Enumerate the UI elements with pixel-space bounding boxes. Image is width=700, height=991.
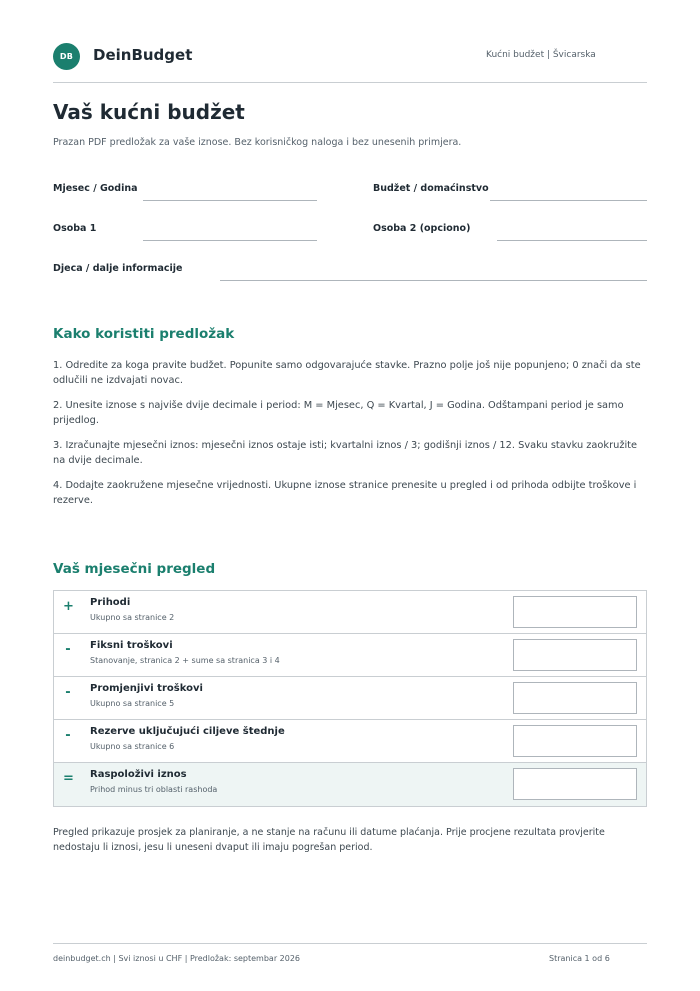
minus-sign: - bbox=[65, 728, 71, 743]
budget-household-field[interactable] bbox=[490, 200, 647, 201]
row-label: Prihodi bbox=[90, 597, 131, 608]
page-number: Stranica 1 od 6 bbox=[549, 954, 610, 963]
budget-household-label: Budžet / domaćinstvo bbox=[373, 183, 489, 194]
row-label: Rezerve uključujući ciljeve štednje bbox=[90, 726, 285, 737]
fixed-costs-amount-field[interactable] bbox=[513, 639, 637, 671]
available-amount-field[interactable] bbox=[513, 768, 637, 800]
equals-sign: = bbox=[63, 771, 74, 786]
overview-row-available bbox=[54, 763, 646, 806]
brand-name: DeinBudget bbox=[93, 46, 193, 64]
row-label: Fiksni troškovi bbox=[90, 640, 173, 651]
person2-label: Osoba 2 (opciono) bbox=[373, 223, 471, 234]
month-year-field[interactable] bbox=[143, 200, 317, 201]
footer-info: deinbudget.ch | Svi iznosi u CHF | Predložak: septembar 2026 bbox=[53, 954, 301, 963]
row-sublabel: Ukupno sa stranice 2 bbox=[90, 613, 175, 622]
overview-row-income bbox=[54, 591, 646, 634]
minus-sign: - bbox=[65, 642, 71, 657]
overview-row-reserves bbox=[54, 720, 646, 763]
children-label: Djeca / dalje informacije bbox=[53, 263, 183, 274]
person2-field[interactable] bbox=[497, 240, 647, 241]
howto-step-2: 2. Unesite iznose s najviše dvije decimale i period: M = Mjesec, Q = Kvartal, J = Godina. Odštampani period je samo prijedlog. bbox=[53, 400, 624, 426]
reserves-amount-field[interactable] bbox=[513, 725, 637, 757]
row-label: Raspoloživi iznos bbox=[90, 769, 187, 780]
row-sublabel: Stanovanje, stranica 2 + sume sa stranica 3 i 4 bbox=[90, 656, 280, 665]
row-sublabel: Prihod minus tri oblasti rashoda bbox=[90, 785, 218, 794]
howto-step-4: 4. Dodajte zaokružene mjesečne vrijednosti. Ukupne iznose stranice prenesite u pregled i od prihoda odbijte troškove i rezerve. bbox=[53, 480, 637, 506]
row-sublabel: Ukupno sa stranice 5 bbox=[90, 699, 175, 708]
overview-row-variable-costs bbox=[54, 677, 646, 720]
plus-sign: + bbox=[63, 599, 74, 614]
minus-sign: - bbox=[65, 685, 71, 700]
howto-step-3: 3. Izračunajte mjesečni iznos: mjesečni iznos ostaje isti; kvartalni iznos / 3; godišnji iznos / 12. Svaku stavku zaokružite na dvije decimale. bbox=[53, 440, 638, 466]
howto-step-1: 1. Odredite za koga pravite budžet. Popunite samo odgovarajuće stavke. Prazno polje još nije popunjeno; 0 znači da ste odlučili ne izdvajati novac. bbox=[53, 360, 641, 386]
row-label: Promjenjivi troškovi bbox=[90, 683, 203, 694]
header-divider bbox=[53, 82, 647, 83]
overview-row-fixed-costs bbox=[54, 634, 646, 677]
overview-title: Vaš mjesečni pregled bbox=[53, 561, 216, 577]
person1-field[interactable] bbox=[143, 240, 317, 241]
variable-costs-amount-field[interactable] bbox=[513, 682, 637, 714]
children-field[interactable] bbox=[220, 280, 647, 281]
header-meta: Kućni budžet | Švicarska bbox=[486, 50, 596, 60]
month-year-label: Mjesec / Godina bbox=[53, 183, 138, 194]
row-sublabel: Ukupno sa stranice 6 bbox=[90, 742, 175, 751]
income-amount-field[interactable] bbox=[513, 596, 637, 628]
overview-note: Pregled prikazuje prosjek za planiranje, a ne stanje na računu ili datume plaćanja. Prije procjene rezultata provjerite nedostaju li iznosi, jesu li uneseni dvaput ili imaju pogrešan period. bbox=[53, 827, 605, 853]
page-title: Vaš kućni budžet bbox=[53, 100, 245, 124]
person1-label: Osoba 1 bbox=[53, 223, 97, 234]
page-subtitle: Prazan PDF predložak za vaše iznose. Bez korisničkog naloga i bez unesenih primjera. bbox=[53, 137, 462, 148]
overview-table bbox=[53, 590, 647, 807]
footer-divider bbox=[53, 943, 647, 944]
howto-title: Kako koristiti predložak bbox=[53, 326, 235, 342]
brand-logo: DB bbox=[53, 43, 80, 70]
